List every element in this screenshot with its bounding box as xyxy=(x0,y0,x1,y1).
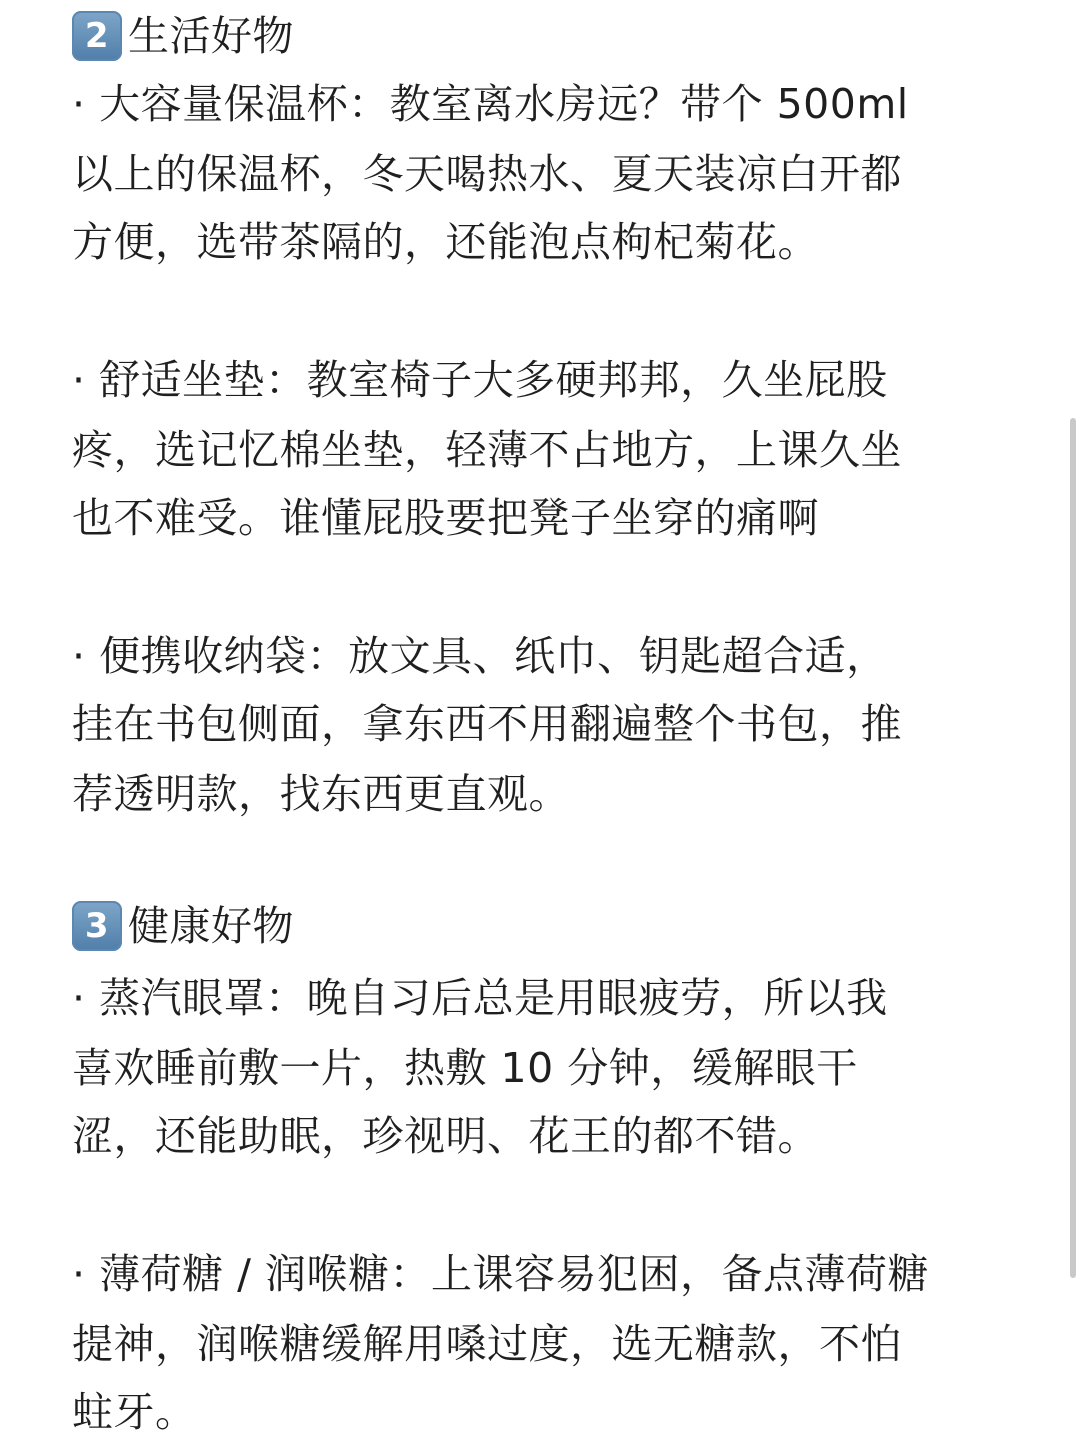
scrollbar[interactable] xyxy=(1070,418,1076,1278)
item-text-line: 喜欢睡前敷一片，热敷 10 分钟，缓解眼干 xyxy=(72,1044,858,1092)
section-heading-3 xyxy=(72,898,294,954)
item-text-line: 涩，还能助眠，珍视明、花王的都不错。 xyxy=(72,1112,819,1160)
item-text-line: · 舒适坐垫：教室椅子大多硬邦邦，久坐屁股 xyxy=(72,356,888,404)
keycap-2-icon: 2 xyxy=(72,11,122,61)
item-text-line: · 便携收纳袋：放文具、纸巾、钥匙超合适， xyxy=(72,632,888,680)
item-text-line: 疼，选记忆棉坐垫，轻薄不占地方，上课久坐 xyxy=(72,426,902,474)
keycap-3-icon: 3 xyxy=(72,901,122,951)
section-heading-2 xyxy=(72,8,294,64)
item-text-line: · 蒸汽眼罩：晚自习后总是用眼疲劳，所以我 xyxy=(72,974,888,1022)
item-text-line: · 大容量保温杯：教室离水房远？带个 500ml xyxy=(72,80,909,128)
item-text-line: 以上的保温杯，冬天喝热水、夏天装凉白开都 xyxy=(72,150,902,198)
item-text-line: 也不难受。谁懂屁股要把凳子坐穿的痛啊 xyxy=(72,494,819,542)
item-text-line: 挂在书包侧面，拿东西不用翻遍整个书包，推 xyxy=(72,700,902,748)
item-text-line: 荐透明款，找东西更直观。 xyxy=(72,770,570,818)
item-text-line: 提神，润喉糖缓解用嗓过度，选无糖款，不怕 xyxy=(72,1320,902,1368)
item-text-line: 蛀牙。 xyxy=(72,1388,197,1436)
item-text-line: 方便，选带茶隔的，还能泡点枸杞菊花。 xyxy=(72,218,819,266)
item-text-line: · 薄荷糖 / 润喉糖：上课容易犯困，备点薄荷糖 xyxy=(72,1250,929,1298)
section-title: 生活好物 xyxy=(128,12,294,60)
section-title: 健康好物 xyxy=(128,902,294,950)
